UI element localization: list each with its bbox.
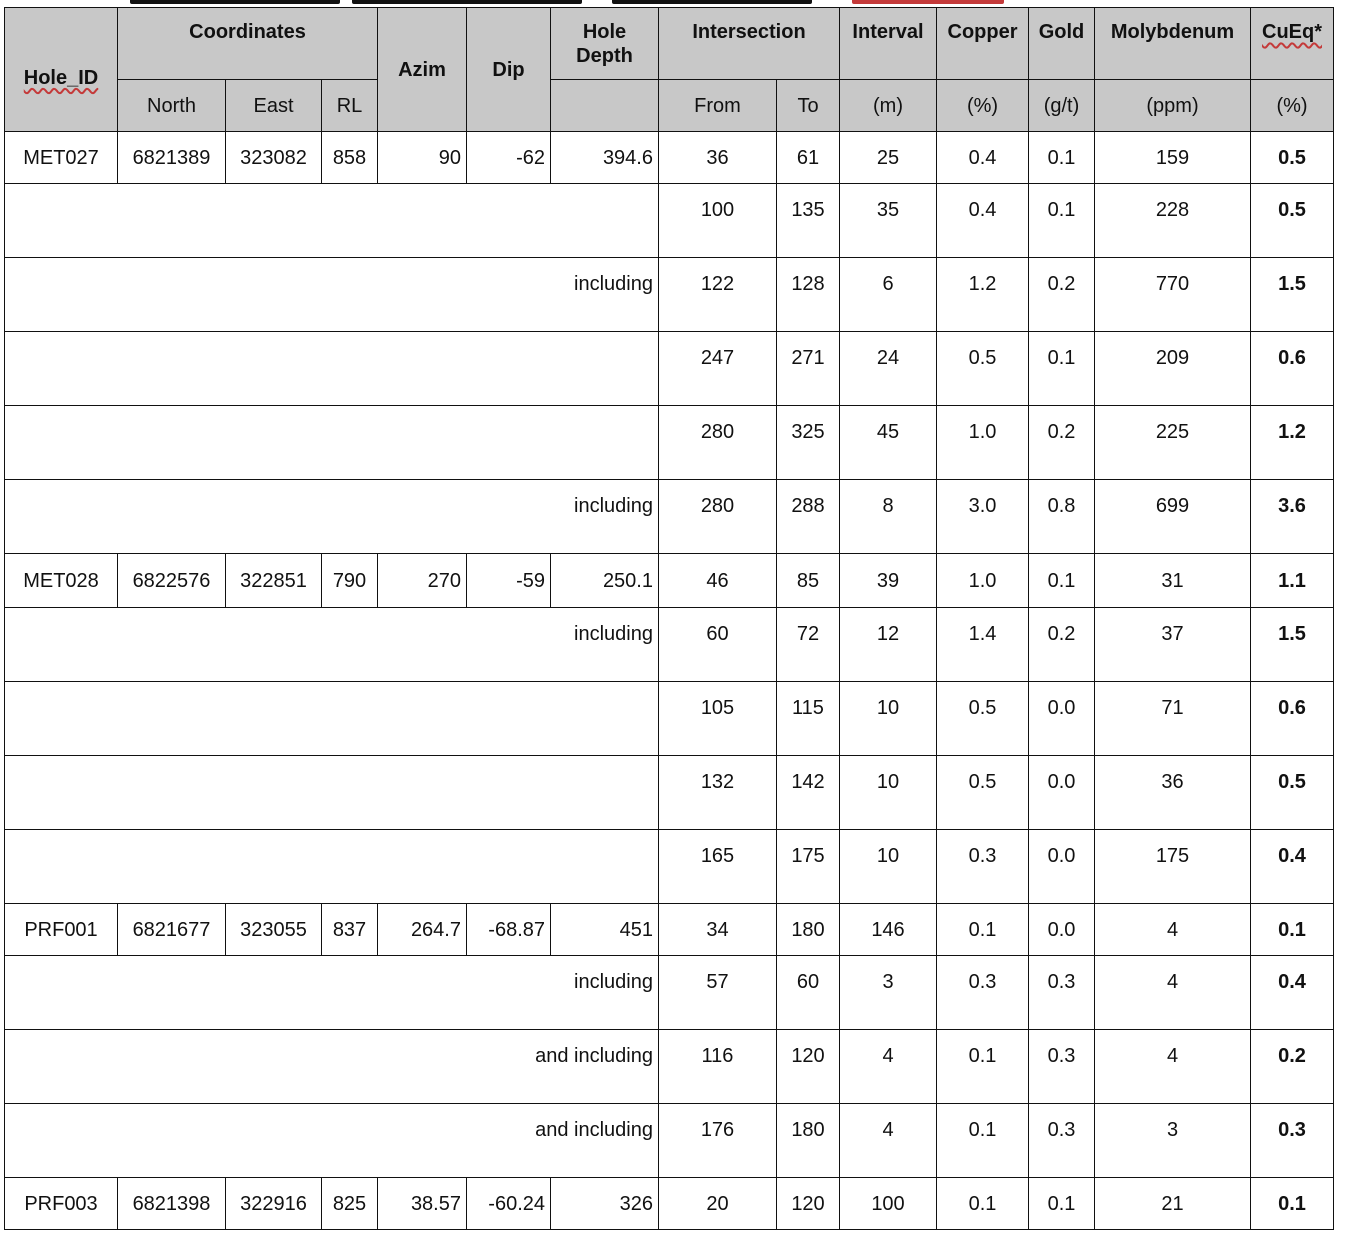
copper-cell: 0.4 [937, 184, 1029, 258]
to-cell: 180 [777, 904, 840, 956]
east-cell: 322851 [226, 554, 322, 608]
from-cell: 46 [659, 554, 777, 608]
cropped-title-remnant [0, 0, 1346, 7]
interval-note-cell [5, 756, 659, 830]
to-cell: 175 [777, 830, 840, 904]
copper-cell: 0.1 [937, 1178, 1029, 1230]
table-row [5, 682, 1334, 756]
table-row [5, 756, 1334, 830]
interval-cell: 10 [840, 756, 937, 830]
cueq-cell: 1.5 [1251, 608, 1334, 682]
gold-cell: 0.1 [1029, 332, 1095, 406]
from-cell: 247 [659, 332, 777, 406]
rl-cell: 858 [322, 132, 378, 184]
from-cell: 36 [659, 132, 777, 184]
to-cell: 120 [777, 1030, 840, 1104]
table-row [5, 480, 1334, 554]
azim-cell: 264.7 [378, 904, 467, 956]
table-row [5, 1030, 1334, 1104]
cueq-cell: 1.1 [1251, 554, 1334, 608]
col-hole-id: Hole_ID [5, 8, 118, 132]
unit-copper: (%) [937, 80, 1029, 132]
north-cell: 6821398 [118, 1178, 226, 1230]
cueq-cell: 1.5 [1251, 258, 1334, 332]
unit-molybdenum: (ppm) [1095, 80, 1251, 132]
gold-cell: 0.3 [1029, 1104, 1095, 1178]
molybdenum-cell: 3 [1095, 1104, 1251, 1178]
gold-cell: 0.3 [1029, 956, 1095, 1030]
gold-cell: 0.0 [1029, 756, 1095, 830]
copper-cell: 0.5 [937, 756, 1029, 830]
unit-depth-blank [551, 80, 659, 132]
to-cell: 60 [777, 956, 840, 1030]
azim-cell: 90 [378, 132, 467, 184]
dip-cell: -68.87 [467, 904, 551, 956]
azim-cell: 38.57 [378, 1178, 467, 1230]
from-cell: 60 [659, 608, 777, 682]
unit-north: North [118, 80, 226, 132]
table-row [5, 1178, 1334, 1230]
molybdenum-cell: 4 [1095, 904, 1251, 956]
molybdenum-cell: 37 [1095, 608, 1251, 682]
cueq-cell: 0.4 [1251, 830, 1334, 904]
interval-note-cell: including [5, 258, 659, 332]
interval-cell: 4 [840, 1104, 937, 1178]
to-cell: 288 [777, 480, 840, 554]
cueq-cell: 0.3 [1251, 1104, 1334, 1178]
from-cell: 280 [659, 480, 777, 554]
interval-note-cell: including [5, 608, 659, 682]
molybdenum-cell: 228 [1095, 184, 1251, 258]
cueq-cell: 0.5 [1251, 184, 1334, 258]
interval-note-cell: including [5, 956, 659, 1030]
from-cell: 132 [659, 756, 777, 830]
molybdenum-cell: 31 [1095, 554, 1251, 608]
interval-cell: 146 [840, 904, 937, 956]
header-row [5, 8, 1334, 80]
table-row [5, 956, 1334, 1030]
cueq-cell: 1.2 [1251, 406, 1334, 480]
copper-cell: 1.0 [937, 406, 1029, 480]
from-cell: 280 [659, 406, 777, 480]
to-cell: 61 [777, 132, 840, 184]
interval-cell: 24 [840, 332, 937, 406]
to-cell: 135 [777, 184, 840, 258]
gold-cell: 0.1 [1029, 1178, 1095, 1230]
interval-note-cell [5, 406, 659, 480]
table-row [5, 258, 1334, 332]
interval-note-cell [5, 184, 659, 258]
north-cell: 6821677 [118, 904, 226, 956]
unit-gold: (g/t) [1029, 80, 1095, 132]
interval-note-cell: including [5, 480, 659, 554]
interval-note-cell: and including [5, 1104, 659, 1178]
dip-cell: -60.24 [467, 1178, 551, 1230]
from-cell: 100 [659, 184, 777, 258]
interval-note-cell [5, 332, 659, 406]
from-cell: 165 [659, 830, 777, 904]
unit-from: From [659, 80, 777, 132]
interval-cell: 10 [840, 682, 937, 756]
to-cell: 325 [777, 406, 840, 480]
col-dip: Dip [467, 8, 551, 132]
interval-cell: 100 [840, 1178, 937, 1230]
molybdenum-cell: 770 [1095, 258, 1251, 332]
hole-depth-cell: 250.1 [551, 554, 659, 608]
copper-cell: 0.1 [937, 1030, 1029, 1104]
rl-cell: 825 [322, 1178, 378, 1230]
dip-cell: -62 [467, 132, 551, 184]
table-row [5, 1104, 1334, 1178]
gold-cell: 0.0 [1029, 830, 1095, 904]
col-interval: Interval [840, 8, 937, 80]
north-cell: 6821389 [118, 132, 226, 184]
interval-cell: 3 [840, 956, 937, 1030]
copper-cell: 0.5 [937, 682, 1029, 756]
gold-cell: 0.0 [1029, 682, 1095, 756]
unit-interval: (m) [840, 80, 937, 132]
hole-id-cell: MET028 [5, 554, 118, 608]
hole-id-cell: PRF001 [5, 904, 118, 956]
north-cell: 6822576 [118, 554, 226, 608]
table-row [5, 332, 1334, 406]
table-row [5, 904, 1334, 956]
copper-cell: 1.2 [937, 258, 1029, 332]
east-cell: 323082 [226, 132, 322, 184]
molybdenum-cell: 71 [1095, 682, 1251, 756]
to-cell: 128 [777, 258, 840, 332]
table-row [5, 608, 1334, 682]
hole-depth-cell: 394.6 [551, 132, 659, 184]
interval-note-cell [5, 682, 659, 756]
unit-to: To [777, 80, 840, 132]
col-coordinates: Coordinates [118, 8, 378, 80]
from-cell: 176 [659, 1104, 777, 1178]
col-copper: Copper [937, 8, 1029, 80]
gold-cell: 0.1 [1029, 554, 1095, 608]
interval-cell: 4 [840, 1030, 937, 1104]
interval-cell: 8 [840, 480, 937, 554]
dip-cell: -59 [467, 554, 551, 608]
interval-cell: 6 [840, 258, 937, 332]
molybdenum-cell: 209 [1095, 332, 1251, 406]
cueq-cell: 0.1 [1251, 1178, 1334, 1230]
copper-cell: 0.3 [937, 830, 1029, 904]
to-cell: 180 [777, 1104, 840, 1178]
east-cell: 322916 [226, 1178, 322, 1230]
cueq-cell: 0.5 [1251, 132, 1334, 184]
copper-cell: 1.4 [937, 608, 1029, 682]
col-azim: Azim [378, 8, 467, 132]
from-cell: 116 [659, 1030, 777, 1104]
gold-cell: 0.0 [1029, 904, 1095, 956]
cueq-cell: 0.6 [1251, 332, 1334, 406]
interval-cell: 39 [840, 554, 937, 608]
cueq-cell: 3.6 [1251, 480, 1334, 554]
interval-cell: 12 [840, 608, 937, 682]
hole-id-cell: MET027 [5, 132, 118, 184]
col-intersection: Intersection [659, 8, 840, 80]
gold-cell: 0.8 [1029, 480, 1095, 554]
unit-rl: RL [322, 80, 378, 132]
to-cell: 115 [777, 682, 840, 756]
hole-depth-cell: 451 [551, 904, 659, 956]
table-row [5, 830, 1334, 904]
gold-cell: 0.1 [1029, 184, 1095, 258]
to-cell: 85 [777, 554, 840, 608]
interval-note-cell [5, 830, 659, 904]
cueq-cell: 0.1 [1251, 904, 1334, 956]
col-gold: Gold [1029, 8, 1095, 80]
hole-id-cell: PRF003 [5, 1178, 118, 1230]
copper-cell: 0.1 [937, 1104, 1029, 1178]
to-cell: 72 [777, 608, 840, 682]
molybdenum-cell: 225 [1095, 406, 1251, 480]
molybdenum-cell: 21 [1095, 1178, 1251, 1230]
interval-note-cell: and including [5, 1030, 659, 1104]
col-cueq: CuEq* [1251, 8, 1334, 80]
molybdenum-cell: 699 [1095, 480, 1251, 554]
molybdenum-cell: 159 [1095, 132, 1251, 184]
col-hole-depth: Hole Depth [551, 8, 659, 80]
gold-cell: 0.2 [1029, 406, 1095, 480]
table-body [5, 132, 1334, 1230]
gold-cell: 0.2 [1029, 608, 1095, 682]
cueq-cell: 0.6 [1251, 682, 1334, 756]
molybdenum-cell: 175 [1095, 830, 1251, 904]
interval-cell: 10 [840, 830, 937, 904]
rl-cell: 837 [322, 904, 378, 956]
interval-cell: 45 [840, 406, 937, 480]
from-cell: 57 [659, 956, 777, 1030]
units-row [5, 80, 1334, 132]
interval-cell: 25 [840, 132, 937, 184]
unit-cueq: (%) [1251, 80, 1334, 132]
rl-cell: 790 [322, 554, 378, 608]
copper-cell: 0.1 [937, 904, 1029, 956]
hole-depth-cell: 326 [551, 1178, 659, 1230]
gold-cell: 0.3 [1029, 1030, 1095, 1104]
to-cell: 142 [777, 756, 840, 830]
cueq-cell: 0.2 [1251, 1030, 1334, 1104]
table-row [5, 184, 1334, 258]
to-cell: 120 [777, 1178, 840, 1230]
molybdenum-cell: 36 [1095, 756, 1251, 830]
from-cell: 20 [659, 1178, 777, 1230]
copper-cell: 3.0 [937, 480, 1029, 554]
molybdenum-cell: 4 [1095, 1030, 1251, 1104]
from-cell: 105 [659, 682, 777, 756]
cueq-cell: 0.4 [1251, 956, 1334, 1030]
azim-cell: 270 [378, 554, 467, 608]
copper-cell: 0.5 [937, 332, 1029, 406]
from-cell: 34 [659, 904, 777, 956]
copper-cell: 1.0 [937, 554, 1029, 608]
gold-cell: 0.2 [1029, 258, 1095, 332]
to-cell: 271 [777, 332, 840, 406]
unit-east: East [226, 80, 322, 132]
cueq-cell: 0.5 [1251, 756, 1334, 830]
gold-cell: 0.1 [1029, 132, 1095, 184]
col-molybdenum: Molybdenum [1095, 8, 1251, 80]
table-row [5, 554, 1334, 608]
from-cell: 122 [659, 258, 777, 332]
east-cell: 323055 [226, 904, 322, 956]
molybdenum-cell: 4 [1095, 956, 1251, 1030]
table-row [5, 132, 1334, 184]
drill-results-table [4, 7, 1334, 1230]
copper-cell: 0.3 [937, 956, 1029, 1030]
copper-cell: 0.4 [937, 132, 1029, 184]
table-row [5, 406, 1334, 480]
interval-cell: 35 [840, 184, 937, 258]
